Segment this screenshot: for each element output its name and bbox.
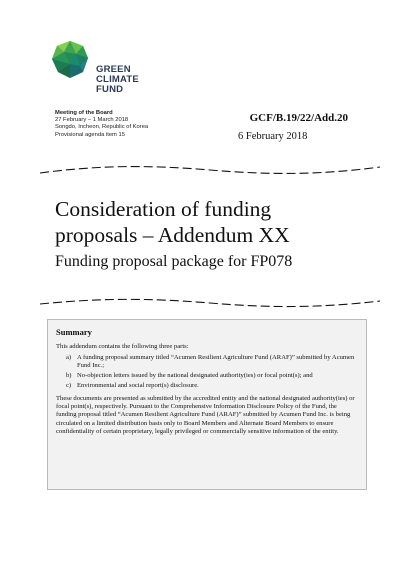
- list-item: [66, 382, 358, 390]
- logo-line-green: GREEN: [96, 64, 131, 75]
- document-subtitle: Funding proposal package for FP078: [55, 253, 293, 270]
- summary-intro: This addendum contains the following three parts:: [56, 343, 189, 350]
- logo-line-fund: FUND: [96, 84, 124, 95]
- summary-list: [66, 354, 358, 390]
- document-date: 6 February 2018: [238, 131, 308, 142]
- summary-box: [47, 319, 367, 490]
- meeting-agenda: Provisional agenda item 15: [55, 131, 125, 138]
- title-line-2: proposals – Addendum XX: [55, 223, 290, 247]
- list-item: [66, 354, 358, 370]
- meeting-location: Songdo, Incheon, Republic of Korea: [55, 124, 149, 131]
- document-title: [55, 196, 375, 248]
- meeting-info: [55, 110, 205, 139]
- wave-divider-bottom: [40, 296, 380, 310]
- gcf-logo: [50, 40, 170, 102]
- wave-divider-top: [40, 163, 380, 177]
- list-item-text: No-objection letters issued by the national designated authority(ies) or focal point(s); and: [77, 372, 313, 380]
- logo-wordmark: [96, 65, 139, 95]
- meeting-title: Meeting of the Board: [55, 110, 113, 116]
- summary-closing: These documents are presented as submitted by the accredited entity and the national designated authority(ies) or focal point(s), respectively. Pursuant to the Comprehensive Information Disclosure Policy of the Fund, the funding proposal titled “Acumen Resilient Agriculture Fund (ARAF)” submitted by Acumen Fund Inc. is being circulated on a limited distribution basis only to Board Members and Alternate Board Members to ensure confidentiality of certain proprietary, legally privileged or commercially sensitive information of the entity.: [56, 395, 355, 435]
- globe-logo-icon: [50, 40, 90, 80]
- list-marker: c): [66, 381, 72, 389]
- list-item-text: A funding proposal summary titled “Acumen Resilient Agriculture Fund (ARAF)” submitted by Acumen Fund Inc.;: [77, 354, 355, 370]
- list-marker: a): [66, 354, 72, 362]
- logo-line-climate: CLIMATE: [96, 74, 139, 85]
- meeting-dates: 27 February – 1 March 2018: [55, 117, 129, 124]
- list-item-text: Environmental and social report(s) disclosure.: [77, 381, 199, 389]
- list-item: [66, 372, 358, 380]
- list-marker: b): [66, 372, 72, 380]
- summary-heading: Summary: [56, 327, 92, 337]
- title-line-1: Consideration of funding: [55, 197, 272, 221]
- document-code: GCF/B.19/22/Add.20: [249, 112, 348, 124]
